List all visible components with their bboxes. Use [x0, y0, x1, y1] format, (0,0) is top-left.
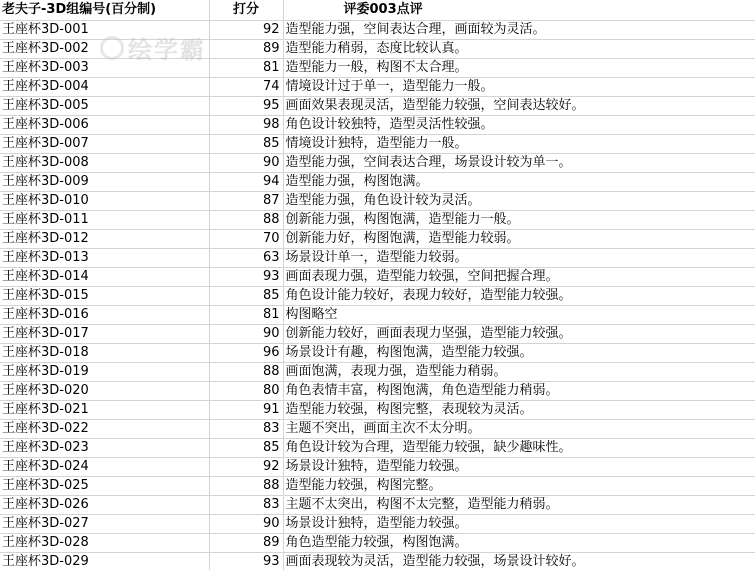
cell-comment[interactable]: 主题不太突出，构图不太完整，造型能力稍弱。: [283, 496, 755, 515]
cell-entry-id[interactable]: 王座杯3D-002: [0, 40, 209, 59]
cell-comment[interactable]: 角色设计较为合理，造型能力较强，缺少趣味性。: [283, 439, 755, 458]
cell-entry-id[interactable]: 王座杯3D-004: [0, 78, 209, 97]
cell-comment[interactable]: 角色表情丰富，构图饱满，角色造型能力稍弱。: [283, 382, 755, 401]
cell-score[interactable]: 93: [209, 553, 283, 570]
cell-entry-id[interactable]: 王座杯3D-009: [0, 173, 209, 192]
table-body: [0, 21, 755, 570]
table-row: [0, 306, 755, 325]
table-row: [0, 97, 755, 116]
table-row: [0, 363, 755, 382]
cell-entry-id[interactable]: 王座杯3D-024: [0, 458, 209, 477]
table-row: [0, 78, 755, 97]
cell-score[interactable]: 74: [209, 78, 283, 97]
cell-score[interactable]: 98: [209, 116, 283, 135]
cell-comment[interactable]: 创新能力较好，画面表现力坚强，造型能力较强。: [283, 325, 755, 344]
cell-comment[interactable]: 画面表现力强，造型能力较强，空间把握合理。: [283, 268, 755, 287]
cell-score[interactable]: 81: [209, 306, 283, 325]
table-row: [0, 477, 755, 496]
cell-entry-id[interactable]: 王座杯3D-012: [0, 230, 209, 249]
cell-comment[interactable]: 情境设计过于单一，造型能力一般。: [283, 78, 755, 97]
cell-score[interactable]: 89: [209, 534, 283, 553]
cell-comment[interactable]: 构图略空: [283, 306, 755, 325]
table-row: [0, 553, 755, 570]
cell-score[interactable]: 80: [209, 382, 283, 401]
header-score[interactable]: 打分: [209, 0, 283, 21]
cell-entry-id[interactable]: 王座杯3D-021: [0, 401, 209, 420]
cell-score[interactable]: 85: [209, 439, 283, 458]
table-row: [0, 325, 755, 344]
cell-score[interactable]: 81: [209, 59, 283, 78]
cell-comment[interactable]: 角色造型能力较强，构图饱满。: [283, 534, 755, 553]
cell-score[interactable]: 88: [209, 211, 283, 230]
cell-entry-id[interactable]: 王座杯3D-014: [0, 268, 209, 287]
cell-comment[interactable]: 造型能力稍弱，态度比较认真。: [283, 40, 755, 59]
table-row: [0, 287, 755, 306]
cell-entry-id[interactable]: 王座杯3D-006: [0, 116, 209, 135]
cell-score[interactable]: 90: [209, 515, 283, 534]
cell-entry-id[interactable]: 王座杯3D-018: [0, 344, 209, 363]
cell-score[interactable]: 88: [209, 363, 283, 382]
cell-entry-id[interactable]: 王座杯3D-011: [0, 211, 209, 230]
cell-entry-id[interactable]: 王座杯3D-023: [0, 439, 209, 458]
cell-score[interactable]: 94: [209, 173, 283, 192]
cell-comment[interactable]: 角色设计能力较好，表现力较好，造型能力较强。: [283, 287, 755, 306]
cell-comment[interactable]: 情境设计独特，造型能力一般。: [283, 135, 755, 154]
cell-score[interactable]: 96: [209, 344, 283, 363]
cell-score[interactable]: 83: [209, 496, 283, 515]
table-row: [0, 439, 755, 458]
cell-score[interactable]: 88: [209, 477, 283, 496]
cell-comment[interactable]: 场景设计有趣，构图饱满，造型能力较强。: [283, 344, 755, 363]
cell-comment[interactable]: 造型能力较强，构图完整，表现较为灵活。: [283, 401, 755, 420]
table-row: [0, 230, 755, 249]
table-row: [0, 40, 755, 59]
table-row: [0, 59, 755, 78]
table-row: [0, 135, 755, 154]
cell-entry-id[interactable]: 王座杯3D-027: [0, 515, 209, 534]
cell-comment[interactable]: 创新能力好，构图饱满，造型能力较弱。: [283, 230, 755, 249]
cell-score[interactable]: 90: [209, 325, 283, 344]
cell-comment[interactable]: 画面表现较为灵活，造型能力较强，场景设计较好。: [283, 553, 755, 570]
cell-entry-id[interactable]: 王座杯3D-026: [0, 496, 209, 515]
table-row: [0, 116, 755, 135]
table-row: [0, 344, 755, 363]
cell-comment[interactable]: 造型能力一般，构图不太合理。: [283, 59, 755, 78]
cell-comment[interactable]: 画面饱满，表现力强，造型能力稍弱。: [283, 363, 755, 382]
cell-entry-id[interactable]: 王座杯3D-029: [0, 553, 209, 570]
cell-score[interactable]: 70: [209, 230, 283, 249]
cell-comment[interactable]: 造型能力较强，构图完整。: [283, 477, 755, 496]
cell-entry-id[interactable]: 王座杯3D-015: [0, 287, 209, 306]
cell-comment[interactable]: 场景设计独特，造型能力较强。: [283, 515, 755, 534]
cell-comment[interactable]: 主题不突出，画面主次不太分明。: [283, 420, 755, 439]
cell-comment[interactable]: 场景设计单一，造型能力较弱。: [283, 249, 755, 268]
cell-entry-id[interactable]: 王座杯3D-028: [0, 534, 209, 553]
table-row: [0, 154, 755, 173]
cell-entry-id[interactable]: 王座杯3D-003: [0, 59, 209, 78]
cell-comment[interactable]: 创新能力强，构图饱满，造型能力一般。: [283, 211, 755, 230]
table-row: [0, 420, 755, 439]
header-entry-id[interactable]: 老夫子-3D组编号(百分制): [0, 0, 209, 21]
table-row: [0, 211, 755, 230]
cell-entry-id[interactable]: 王座杯3D-001: [0, 21, 209, 40]
cell-entry-id[interactable]: 王座杯3D-020: [0, 382, 209, 401]
table-row: [0, 192, 755, 211]
table-row: [0, 268, 755, 287]
table-row: [0, 515, 755, 534]
cell-comment[interactable]: 造型能力强，空间表达合理，画面较为灵活。: [283, 21, 755, 40]
table-row: [0, 496, 755, 515]
cell-score[interactable]: 85: [209, 287, 283, 306]
cell-score[interactable]: 63: [209, 249, 283, 268]
cell-score[interactable]: 92: [209, 458, 283, 477]
cell-entry-id[interactable]: 王座杯3D-016: [0, 306, 209, 325]
cell-entry-id[interactable]: 王座杯3D-025: [0, 477, 209, 496]
watermark-text: 绘学霸: [128, 36, 206, 64]
cell-score[interactable]: 93: [209, 268, 283, 287]
table-row: [0, 21, 755, 40]
cell-score[interactable]: 90: [209, 154, 283, 173]
cell-entry-id[interactable]: 王座杯3D-022: [0, 420, 209, 439]
cell-entry-id[interactable]: 王座杯3D-007: [0, 135, 209, 154]
table-row: [0, 401, 755, 420]
table-row: [0, 382, 755, 401]
cell-comment[interactable]: 角色设计较独特，造型灵活性较强。: [283, 116, 755, 135]
table-row: [0, 173, 755, 192]
cell-entry-id[interactable]: 王座杯3D-019: [0, 363, 209, 382]
header-row: [0, 0, 755, 21]
table-row: [0, 534, 755, 553]
cell-entry-id[interactable]: 王座杯3D-005: [0, 97, 209, 116]
table-row: [0, 249, 755, 268]
cell-score[interactable]: 87: [209, 192, 283, 211]
cell-entry-id[interactable]: 王座杯3D-017: [0, 325, 209, 344]
cell-entry-id[interactable]: 王座杯3D-010: [0, 192, 209, 211]
cell-comment[interactable]: 造型能力强，角色设计较为灵活。: [283, 192, 755, 211]
cell-score[interactable]: 83: [209, 420, 283, 439]
cell-score[interactable]: 92: [209, 21, 283, 40]
cell-score[interactable]: 95: [209, 97, 283, 116]
table-row: [0, 458, 755, 477]
cell-entry-id[interactable]: 王座杯3D-013: [0, 249, 209, 268]
header-comment[interactable]: 评委003点评: [283, 0, 755, 21]
cell-entry-id[interactable]: 王座杯3D-008: [0, 154, 209, 173]
cell-comment[interactable]: 场景设计独特，造型能力较强。: [283, 458, 755, 477]
cell-score[interactable]: 85: [209, 135, 283, 154]
cell-comment[interactable]: 画面效果表现灵活，造型能力较强，空间表达较好。: [283, 97, 755, 116]
cell-comment[interactable]: 造型能力强，空间表达合理，场景设计较为单一。: [283, 154, 755, 173]
cell-comment[interactable]: 造型能力强，构图饱满。: [283, 173, 755, 192]
cell-score[interactable]: 91: [209, 401, 283, 420]
cell-score[interactable]: 89: [209, 40, 283, 59]
